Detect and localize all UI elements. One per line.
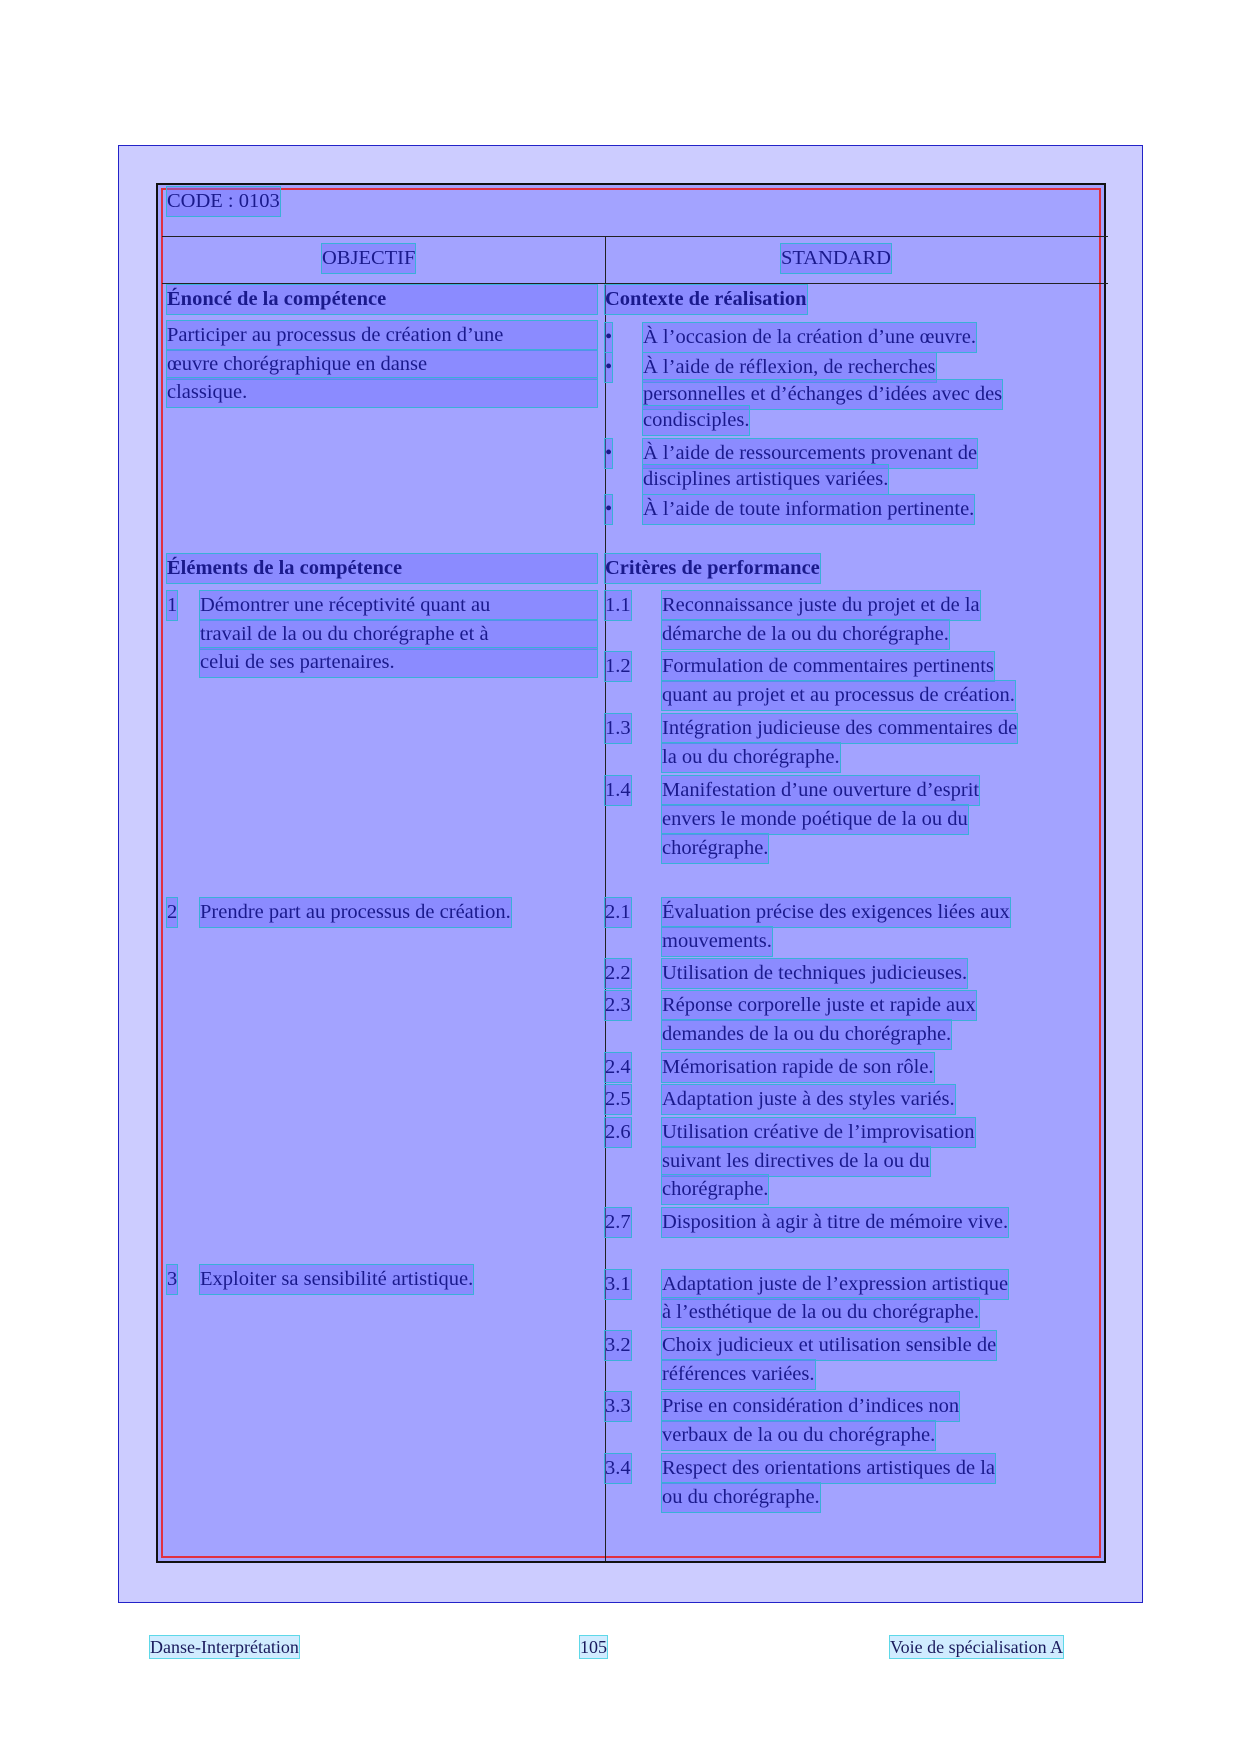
critere-number: 2.3 bbox=[605, 991, 631, 1020]
element-line: Prendre part au processus de création. bbox=[200, 898, 511, 927]
critere-line: Respect des orientations artistiques de la bbox=[662, 1454, 995, 1483]
critere-number: 1.4 bbox=[605, 776, 631, 805]
critere-line: demandes de la ou du chorégraphe. bbox=[662, 1020, 951, 1049]
contexte-item-line: disciplines artistiques variées. bbox=[643, 465, 888, 494]
critere-line: Adaptation juste à des styles variés. bbox=[662, 1085, 955, 1114]
element-number: 2 bbox=[167, 898, 177, 927]
element-line: celui de ses partenaires. bbox=[200, 648, 597, 677]
critere-line: Intégration judicieuse des commentaires de bbox=[662, 714, 1017, 743]
critere-line: ou du chorégraphe. bbox=[662, 1483, 820, 1512]
critere-number: 3.1 bbox=[605, 1270, 631, 1299]
critere-line: à l’esthétique de la ou du chorégraphe. bbox=[662, 1298, 979, 1327]
critere-line: Mémorisation rapide de son rôle. bbox=[662, 1053, 934, 1082]
critere-number: 2.2 bbox=[605, 959, 631, 988]
critere-line: la ou du chorégraphe. bbox=[662, 743, 840, 772]
enonce-line: Participer au processus de création d’une bbox=[167, 321, 597, 350]
element-line: Exploiter sa sensibilité artistique. bbox=[200, 1265, 473, 1294]
critere-line: références variées. bbox=[662, 1360, 815, 1389]
criteres-title: Critères de performance bbox=[605, 554, 820, 583]
footer-right: Voie de spécialisation A bbox=[890, 1637, 1064, 1657]
critere-line: Prise en considération d’indices non bbox=[662, 1392, 959, 1421]
critere-number: 2.1 bbox=[605, 898, 631, 927]
contexte-item-line: À l’aide de réflexion, de recherches bbox=[643, 353, 936, 382]
critere-number: 2.4 bbox=[605, 1053, 631, 1082]
critere-number: 1.3 bbox=[605, 714, 631, 743]
critere-number: 3.3 bbox=[605, 1392, 631, 1421]
contexte-title: Contexte de réalisation bbox=[605, 285, 807, 314]
critere-line: Évaluation précise des exigences liées aux bbox=[662, 898, 1010, 927]
critere-number: 3.2 bbox=[605, 1331, 631, 1360]
critere-line: Formulation de commentaires pertinents bbox=[662, 652, 994, 681]
contexte-item-line: À l’occasion de la création d’une œuvre. bbox=[643, 323, 976, 352]
enonce-line: œuvre chorégraphique en danse bbox=[167, 350, 597, 379]
critere-line: chorégraphe. bbox=[662, 834, 768, 863]
footer-left: Danse-Interprétation bbox=[150, 1637, 299, 1657]
contexte-item-line: personnelles et d’échanges d’idées avec des bbox=[643, 380, 1002, 409]
contexte-item-line: À l’aide de toute information pertinente. bbox=[643, 495, 974, 524]
critere-number: 2.7 bbox=[605, 1208, 631, 1237]
header-divider-top bbox=[162, 236, 1108, 237]
element-line: travail de la ou du chorégraphe et à bbox=[200, 620, 597, 649]
contexte-item-line: condisciples. bbox=[643, 406, 749, 435]
critere-line: Reconnaissance juste du projet et de la bbox=[662, 591, 980, 620]
critere-line: Choix judicieux et utilisation sensible de bbox=[662, 1331, 996, 1360]
critere-number: 2.6 bbox=[605, 1118, 631, 1147]
critere-line: démarche de la ou du chorégraphe. bbox=[662, 620, 949, 649]
critere-number: 3.4 bbox=[605, 1454, 631, 1483]
header-standard: STANDARD bbox=[781, 244, 891, 273]
contexte-item-line: À l’aide de ressourcements provenant de bbox=[643, 439, 977, 468]
element-number: 1 bbox=[167, 591, 177, 620]
bullet-marker: • bbox=[605, 439, 612, 468]
bullet-marker: • bbox=[605, 495, 612, 524]
critere-line: Utilisation créative de l’improvisation bbox=[662, 1118, 975, 1147]
critere-number: 1.1 bbox=[605, 591, 631, 620]
header-divider-bottom bbox=[162, 283, 1108, 284]
critere-number: 1.2 bbox=[605, 652, 631, 681]
code-label: CODE : 0103 bbox=[167, 187, 280, 216]
critere-line: chorégraphe. bbox=[662, 1175, 768, 1204]
critere-line: mouvements. bbox=[662, 927, 772, 956]
critere-number: 2.5 bbox=[605, 1085, 631, 1114]
header-objectif: OBJECTIF bbox=[322, 244, 415, 273]
critere-line: Manifestation d’une ouverture d’esprit bbox=[662, 776, 979, 805]
critere-line: Adaptation juste de l’expression artistique bbox=[662, 1270, 1008, 1299]
enonce-line: classique. bbox=[167, 378, 597, 407]
critere-line: envers le monde poétique de la ou du bbox=[662, 805, 968, 834]
element-number: 3 bbox=[167, 1265, 177, 1294]
critere-line: suivant les directives de la ou du bbox=[662, 1147, 930, 1176]
critere-line: verbaux de la ou du chorégraphe. bbox=[662, 1421, 935, 1450]
enonce-title: Énoncé de la compétence bbox=[167, 285, 597, 314]
critere-line: quant au projet et au processus de création. bbox=[662, 681, 1015, 710]
critere-line: Disposition à agir à titre de mémoire vive. bbox=[662, 1208, 1008, 1237]
critere-line: Utilisation de techniques judicieuses. bbox=[662, 959, 967, 988]
element-line: Démontrer une réceptivité quant au bbox=[200, 591, 597, 620]
footer-page-number: 105 bbox=[580, 1637, 607, 1657]
bullet-marker: • bbox=[605, 323, 612, 352]
elements-title: Éléments de la compétence bbox=[167, 554, 597, 583]
bullet-marker: • bbox=[605, 353, 612, 382]
critere-line: Réponse corporelle juste et rapide aux bbox=[662, 991, 976, 1020]
